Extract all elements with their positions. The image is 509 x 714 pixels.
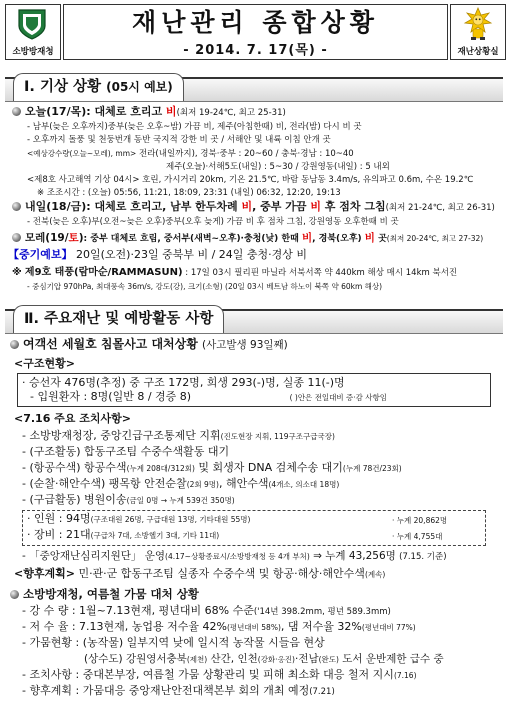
section-disaster-tab bbox=[13, 305, 224, 333]
today-label: 오늘(17/목) bbox=[25, 105, 87, 118]
logo-label: 소방방재청 bbox=[12, 47, 54, 57]
hospitalized-count: - 입원환자 : 8명(일반 8 / 경증 8) bbox=[30, 390, 192, 403]
section-weather-tab bbox=[13, 73, 184, 101]
bullet-icon bbox=[12, 202, 21, 211]
accident-site-weather: <제8호 사고해역 기상 04시> 호린, 가시거리 20km, 기온 21.5℃, 바람 동남동 3.4m/s, 유의파고 0.6m, 수온 19.2℃ bbox=[27, 175, 474, 185]
situation-room-label: 재난상황실 bbox=[457, 47, 499, 57]
arrow-icon: ⇒ bbox=[313, 550, 322, 562]
section-title: 기상 상황 bbox=[39, 79, 102, 95]
day-after-rain-2: 비 bbox=[364, 232, 375, 244]
drought-water-supply: (상수도) 강원영서충북(제천) 산간, 인천(강화·옹진)·전남(완도) 도서 운반제한 급수 중 bbox=[84, 653, 444, 665]
ferry-title-text: 여객선 세월호 침몰사고 대처상황 bbox=[23, 337, 198, 351]
tide-times: ※ 조조시간 : (오늘) 05:56, 11:21, 18:09, 23:31 (내일) 06:32, 12:20, 19:13 bbox=[37, 188, 341, 198]
typhoon-name: 제9호 태풍(람마순/RAMMASUN) bbox=[24, 267, 183, 278]
drought-actions: - 조치사항 : 중대본부장, 여름철 가뭄 상황관리 및 피해 최소화 대응 철저 지시(7.16) bbox=[22, 668, 417, 681]
today-rain: 비 bbox=[165, 105, 177, 118]
drought-title: 소방방재청, 여름철 가뭄 대처 상황 bbox=[10, 587, 199, 601]
bullet-icon bbox=[12, 107, 21, 116]
action-patrol: - (순찰·해안수색) 팽목항 안전순찰(2회 9명), 해안수색(4개소, 의소대 18명) bbox=[22, 477, 340, 490]
action-ems: - (구급활동) 병원이송(금일 0명 → 누계 539건 350명) bbox=[22, 493, 235, 506]
action-command: - 소방방재청장, 중앙긴급구조통제단 지휘(진도현장 지휘, 119구조구급국장) bbox=[22, 429, 335, 442]
agency-logo bbox=[5, 4, 61, 60]
future-plan: <향후계획> 민·관·군 합동구조팀 실종자 수중수색 및 항공·해상·해안수색(계속) bbox=[14, 567, 386, 580]
ferry-day-count: (사고발생 93일째) bbox=[202, 339, 288, 351]
saturday-label: 토 bbox=[68, 232, 79, 244]
mascot-icon bbox=[463, 7, 493, 41]
today-detail-2: - 오후까지 돌풍 및 천둥번개 동반 국지적 강한 비 곳 / 서해안 및 내륙 이침 안개 곳 bbox=[27, 135, 331, 145]
title-box bbox=[63, 4, 448, 60]
tomorrow-rain-2: 비 bbox=[310, 200, 321, 213]
day-after-label: 모레(19/ bbox=[25, 232, 69, 244]
psych-support-center: - 「중앙재난심리지원단」 운영(4.17~상황종료시/소방방재청 등 4개 부처) ⇒ 누계 43,256명 (7.15. 기준) bbox=[22, 550, 447, 562]
today-summary: : 대체로 흐리고 bbox=[86, 105, 166, 118]
mid-term-forecast bbox=[8, 248, 307, 262]
equipment-total: · 누계 4,755대 bbox=[392, 532, 443, 541]
mid-term-label: 【중기예보】 bbox=[8, 248, 73, 261]
day-after-summary-3: 곳 bbox=[374, 234, 387, 244]
tomorrow-summary-1: : 대체로 흐리고, 남부 한두차례 bbox=[86, 200, 242, 213]
tomorrow-label: 내일(18/금) bbox=[25, 200, 87, 213]
forecast-tomorrow bbox=[12, 200, 495, 215]
document-date: - 2014. 7. 17(목) - bbox=[183, 43, 328, 58]
expected-rainfall bbox=[27, 147, 354, 161]
tomorrow-summary-2: , 중부 가끔 bbox=[252, 200, 311, 213]
day-after-summary-2: , 경북(오후) bbox=[312, 234, 365, 244]
rescue-counts: · 승선자 476명(추정) 중 구조 172명, 희생 293(-)명, 실종 11(-)명 bbox=[22, 376, 345, 389]
tomorrow-temperature: (최저 21-24℃, 최고 26-31) bbox=[385, 203, 495, 213]
comparison-note: ( )안은 전일대비 증·감 사항임 bbox=[289, 393, 388, 402]
today-detail-1: - 남부(늦은 오후까지)중부(늦은 오후~밤) 가끔 비, 제주(아침한때) 비, 전라(밤) 다시 비 곳 bbox=[27, 122, 362, 132]
hospitalized bbox=[30, 390, 387, 405]
section-number: Ⅱ. bbox=[24, 311, 40, 327]
shield-icon bbox=[17, 8, 47, 40]
personnel-row: · 인원 : 94명(구조대원 26명, 구급대원 13명, 기타대원 55명) bbox=[27, 512, 251, 525]
section-title: 주요재난 및 예방활동 사항 bbox=[44, 311, 214, 327]
report-header bbox=[5, 4, 504, 60]
section-subtitle: (05시 예보) bbox=[106, 80, 173, 94]
section-weather-header bbox=[5, 77, 503, 102]
action-air-search: - (항공수색) 항공수색(누계 208대/312회) 및 회생자 DNA 검체수송 대기(누계 78건/23회) bbox=[22, 461, 402, 474]
expected-rainfall-2: 제주(오늘)·서해5도(내일) : 5~30 / 강원영동(내일) : 5 내외 bbox=[166, 162, 390, 172]
bullet-icon bbox=[10, 340, 19, 349]
future-plan-label: <향후계획> bbox=[14, 567, 75, 580]
typhoon-info: ※ 제9호 태풍(람마순/RAMMASUN) : 17일 03시 필리핀 마닐라 서북서쪽 약 440km 해상 매시 14km 북서진 bbox=[12, 267, 458, 278]
drought-status: - 가뭄현황 : (농작물) 일부지역 낮에 일시적 농작물 시들음 현상 bbox=[22, 636, 325, 649]
forecast-today bbox=[12, 105, 286, 120]
personnel-total: · 누계 20,862명 bbox=[392, 516, 448, 525]
rainfall-value: 전라(내일까지), 경북·중부 : 20~60 / 충북·경남 : 10~40 bbox=[139, 149, 354, 159]
day-after-summary-1: : 중부 대체로 흐림, 중서부(새벽~오후)·충청(낮) 한때 bbox=[83, 234, 302, 244]
bullet-icon bbox=[12, 233, 21, 242]
situation-room-badge bbox=[450, 4, 506, 60]
day-after-rain-1: 비 bbox=[301, 232, 313, 244]
section-number: Ⅰ. bbox=[24, 79, 35, 95]
document-title: 재난관리 종합상황 bbox=[132, 8, 379, 37]
bullet-icon bbox=[10, 590, 19, 599]
section-disaster-header bbox=[5, 309, 503, 334]
action-rescue: - (구조활동) 합동구조팀 수중수색활동 대기 bbox=[22, 445, 230, 458]
drought-plan: - 향후계획 : 가뭄대응 중앙재난안전대책본부 회의 개최 예정(7.21) bbox=[22, 684, 335, 697]
today-temperature: (최저 19-24℃, 최고 25-31) bbox=[176, 108, 286, 118]
mid-term-text: 20일(오전)·23일 중북부 비 / 24일 충청·경상 비 bbox=[76, 248, 308, 261]
tomorrow-summary-3: 후 점차 그침 bbox=[320, 200, 386, 213]
drought-reservoir: - 저 수 율 : 7.13현재, 농업용 저수율 42%(평년대비 58%), 댐 저수율 32%(평년대비 77%) bbox=[22, 620, 416, 633]
tomorrow-detail: - 전북(늦은 오후)부(오전~늦은 오후)중부(오후 늦게) 가끔 비 후 점차 그침, 강원영동 오후한때 비 곳 bbox=[27, 217, 399, 227]
typhoon-detail: - 중심기압 970hPa, 최대풍속 36m/s, 강도(강), 크기(소형) (20일 03시 베트남 하노이 북쪽 약 60km 해상) bbox=[27, 282, 383, 291]
drought-rainfall: - 강 수 량 : 1월~7.13현재, 평년대비 68% 수준('14년 398.2mm, 평년 589.3mm) bbox=[22, 604, 391, 617]
rescue-status-header: <구조현황> bbox=[14, 357, 75, 370]
forecast-day-after: 모레(19/토): 중부 대체로 흐림, 중서부(새벽~오후)·충청(낮) 한때 비, 경북(오후) 비 곳(최저 20-24℃, 최고 27-32) bbox=[12, 231, 483, 246]
ferry-title bbox=[10, 337, 288, 352]
equipment-row: · 장비 : 21대(구급차 7대, 소방헬기 3대, 기타 11대) bbox=[27, 528, 220, 541]
rainfall-label: <예상강수량(오늘~모레), mm> bbox=[27, 149, 137, 158]
main-actions-header: <7.16 주요 조치사항> bbox=[14, 412, 131, 425]
tomorrow-rain-1: 비 bbox=[241, 200, 253, 213]
typhoon-position: : 17일 03시 필리핀 마닐라 서북서쪽 약 440km 해상 매시 14km 북서진 bbox=[182, 268, 458, 278]
day-after-temperature: (최저 20-24℃, 최고 27-32) bbox=[386, 234, 484, 243]
